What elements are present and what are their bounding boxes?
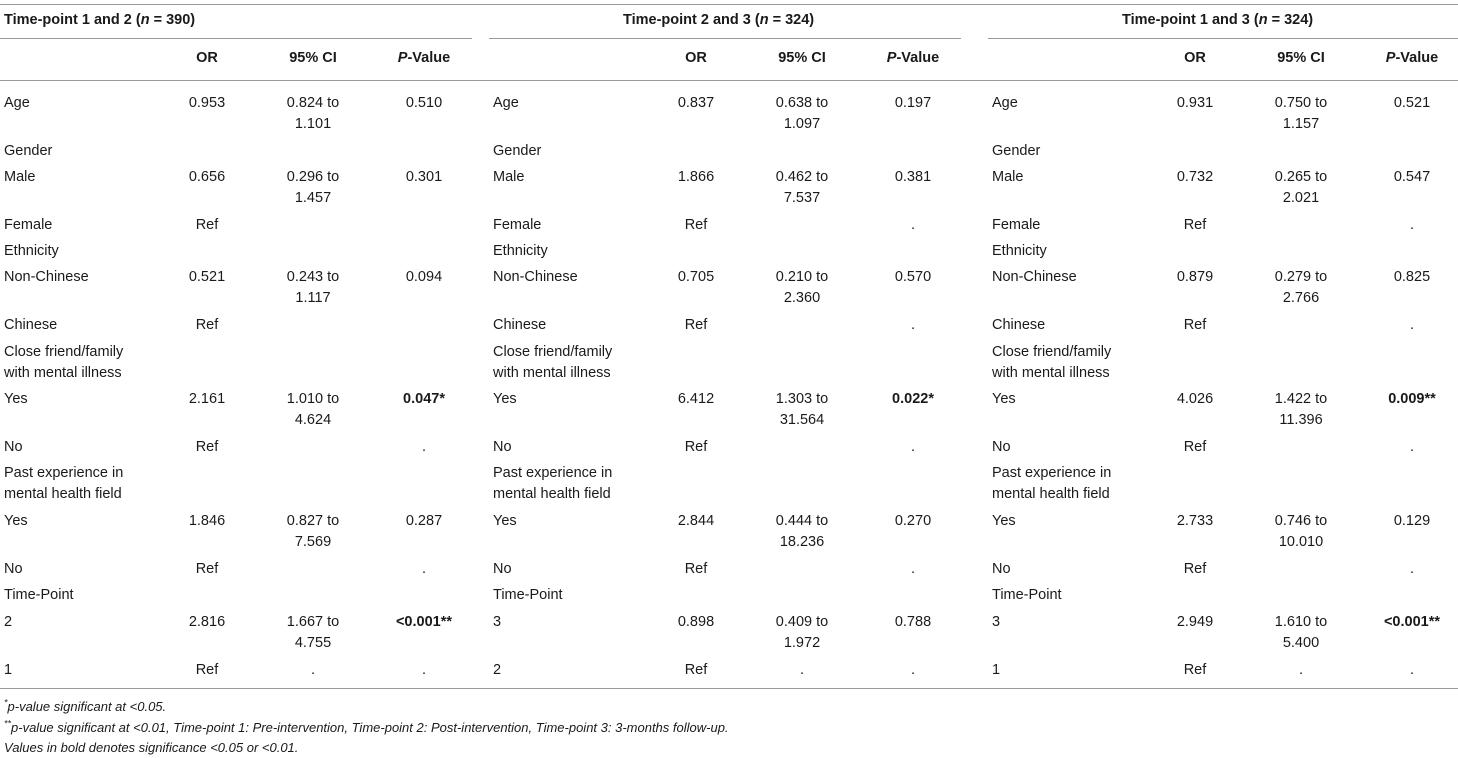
- ci-range-upper: 10.010: [1278, 534, 1324, 550]
- p-value: 0.547: [1393, 169, 1431, 185]
- odds-ratio: Ref: [684, 439, 708, 455]
- odds-ratio: Ref: [1183, 561, 1207, 577]
- group-title-n: n: [759, 12, 769, 28]
- odds-ratio: Ref: [1183, 317, 1207, 333]
- ci-range: 0.746 to: [1274, 513, 1328, 529]
- p-rest: -Value: [407, 50, 451, 66]
- row-label: No: [4, 561, 23, 577]
- p-value: .: [910, 662, 916, 678]
- group-title-suffix: = 324): [768, 12, 815, 28]
- group-header-rule: [489, 38, 961, 39]
- row-label: Yes: [992, 513, 1016, 529]
- odds-ratio: 0.521: [188, 269, 226, 285]
- column-header-ci: 95% CI: [289, 50, 337, 66]
- odds-ratio: 0.898: [677, 614, 715, 630]
- ci-range: 1.422 to: [1274, 391, 1328, 407]
- p-value: 0.287: [405, 513, 443, 529]
- p-value: 0.197: [894, 95, 932, 111]
- footnote-text: Values in bold denotes significance <0.05 or <0.01.: [4, 740, 299, 755]
- odds-ratio: 2.816: [188, 614, 226, 630]
- odds-ratio: 0.931: [1176, 95, 1214, 111]
- ci-range-upper: 4.755: [294, 635, 332, 651]
- p-value: <0.001**: [1383, 614, 1441, 630]
- group-title: [623, 10, 814, 31]
- ci-range-upper: 1.157: [1282, 116, 1320, 132]
- ci-range: 0.462 to: [775, 169, 829, 185]
- odds-ratio: Ref: [684, 217, 708, 233]
- row-label-line2: with mental illness: [4, 365, 122, 381]
- odds-ratio: 0.656: [188, 169, 226, 185]
- group-title: [1122, 10, 1313, 31]
- p-value: 0.570: [894, 269, 932, 285]
- p-value: .: [910, 317, 916, 333]
- column-header-p-value: [863, 48, 963, 69]
- p-value: 0.270: [894, 513, 932, 529]
- row-label: Past experience in: [992, 465, 1112, 481]
- ci-range-upper: 18.236: [779, 534, 825, 550]
- ci-range-upper: 7.569: [294, 534, 332, 550]
- ci-range: 0.265 to: [1274, 169, 1328, 185]
- row-label-line2: mental health field: [493, 486, 611, 502]
- ci-range: 0.824 to: [286, 95, 340, 111]
- row-label-line2: mental health field: [992, 486, 1110, 502]
- p-value: <0.001**: [395, 614, 453, 630]
- p-value: 0.301: [405, 169, 443, 185]
- row-label: 3: [992, 614, 1001, 630]
- ci-range: .: [799, 662, 805, 678]
- ci-range-upper: 4.624: [294, 412, 332, 428]
- group-title-n: n: [1258, 12, 1268, 28]
- table-bottom-rule: [0, 688, 1458, 689]
- column-header-ci: 95% CI: [778, 50, 826, 66]
- group-header-rule: [988, 38, 1458, 39]
- odds-ratio: Ref: [684, 317, 708, 333]
- group-title-suffix: = 390): [149, 12, 196, 28]
- row-label: Age: [4, 95, 30, 111]
- p-value: 0.510: [405, 95, 443, 111]
- group-title-suffix: = 324): [1267, 12, 1314, 28]
- footnote-mark: **: [4, 718, 12, 729]
- row-label: Male: [4, 169, 36, 185]
- column-header-or: OR: [196, 50, 218, 66]
- row-label: Gender: [493, 143, 542, 159]
- p-italic: P: [886, 50, 897, 66]
- ci-range: 0.827 to: [286, 513, 340, 529]
- ci-range: .: [310, 662, 316, 678]
- ci-range: 0.296 to: [286, 169, 340, 185]
- p-value: .: [1409, 217, 1415, 233]
- row-label: Close friend/family: [992, 344, 1112, 360]
- row-label: No: [4, 439, 23, 455]
- header-bottom-rule: [0, 80, 1458, 81]
- table-top-rule: [0, 4, 1458, 5]
- column-header-ci: 95% CI: [1277, 50, 1325, 66]
- ci-range: .: [1298, 662, 1304, 678]
- row-label: Chinese: [493, 317, 547, 333]
- ci-range-upper: 31.564: [779, 412, 825, 428]
- p-rest: -Value: [1395, 50, 1439, 66]
- odds-ratio: 2.733: [1176, 513, 1214, 529]
- row-label-line2: mental health field: [4, 486, 122, 502]
- row-label: Female: [493, 217, 542, 233]
- ci-range-upper: 1.097: [783, 116, 821, 132]
- row-label: Time-Point: [992, 587, 1062, 603]
- row-label: No: [992, 439, 1011, 455]
- row-label: Yes: [4, 391, 28, 407]
- odds-ratio: 0.879: [1176, 269, 1214, 285]
- p-value: .: [1409, 662, 1415, 678]
- row-label: Yes: [992, 391, 1016, 407]
- row-label: Yes: [493, 391, 517, 407]
- row-label: Time-Point: [493, 587, 563, 603]
- odds-ratio: 2.161: [188, 391, 226, 407]
- ci-range: 0.409 to: [775, 614, 829, 630]
- p-value: .: [421, 561, 427, 577]
- row-label: Close friend/family: [4, 344, 124, 360]
- odds-ratio: Ref: [684, 561, 708, 577]
- odds-ratio: 6.412: [677, 391, 715, 407]
- ci-range-upper: 2.360: [783, 290, 821, 306]
- odds-ratio: Ref: [195, 317, 219, 333]
- group-title-prefix: Time-point 1 and 3 (: [1122, 12, 1259, 28]
- ci-range: 0.750 to: [1274, 95, 1328, 111]
- odds-ratio: Ref: [684, 662, 708, 678]
- p-value: 0.129: [1393, 513, 1431, 529]
- odds-ratio: Ref: [195, 662, 219, 678]
- row-label: Chinese: [4, 317, 58, 333]
- row-label: 1: [992, 662, 1001, 678]
- p-value: 0.009**: [1388, 391, 1436, 407]
- row-label-line2: with mental illness: [992, 365, 1110, 381]
- p-value: 0.047*: [403, 391, 445, 407]
- odds-ratio: 1.846: [188, 513, 226, 529]
- group-title-prefix: Time-point 2 and 3 (: [623, 12, 760, 28]
- p-value: .: [1409, 561, 1415, 577]
- column-header-p-value: [374, 48, 474, 69]
- ci-range-upper: 2.021: [1282, 190, 1320, 206]
- p-value: 0.521: [1393, 95, 1431, 111]
- footnote-text: p-value significant at <0.05.: [7, 699, 167, 714]
- odds-ratio: Ref: [1183, 439, 1207, 455]
- odds-ratio: 4.026: [1176, 391, 1214, 407]
- p-rest: -Value: [896, 50, 940, 66]
- odds-ratio: Ref: [195, 217, 219, 233]
- ci-range: 1.303 to: [775, 391, 829, 407]
- odds-ratio: 2.949: [1176, 614, 1214, 630]
- odds-ratio: Ref: [195, 561, 219, 577]
- footnote-text: p-value significant at <0.01, Time-point 1: Pre-intervention, Time-point 2: Post-intervention, Time-point 3: 3-months follow-up.: [11, 720, 729, 735]
- odds-ratio: 2.844: [677, 513, 715, 529]
- odds-ratio: Ref: [1183, 217, 1207, 233]
- p-value: .: [910, 439, 916, 455]
- row-label: Ethnicity: [493, 243, 548, 259]
- ci-range-upper: 7.537: [783, 190, 821, 206]
- footnote-3: [4, 739, 298, 757]
- row-label-line2: with mental illness: [493, 365, 611, 381]
- p-value: 0.788: [894, 614, 932, 630]
- row-label: 3: [493, 614, 502, 630]
- row-label: Gender: [4, 143, 53, 159]
- ci-range-upper: 5.400: [1282, 635, 1320, 651]
- row-label: Non-Chinese: [4, 269, 89, 285]
- row-label: No: [493, 561, 512, 577]
- row-label: No: [493, 439, 512, 455]
- group-title-n: n: [140, 12, 150, 28]
- odds-ratio: Ref: [1183, 662, 1207, 678]
- row-label: Ethnicity: [4, 243, 59, 259]
- group-title-prefix: Time-point 1 and 2 (: [4, 12, 141, 28]
- row-label: Gender: [992, 143, 1041, 159]
- odds-ratio: 0.705: [677, 269, 715, 285]
- ci-range-upper: 11.396: [1279, 412, 1323, 428]
- column-header-or: OR: [685, 50, 707, 66]
- p-value: 0.022*: [892, 391, 934, 407]
- p-value: .: [910, 561, 916, 577]
- footnote-2: [4, 719, 729, 737]
- ci-range: 0.279 to: [1274, 269, 1328, 285]
- p-value: 0.094: [405, 269, 443, 285]
- row-label: Time-Point: [4, 587, 74, 603]
- odds-ratio: 1.866: [677, 169, 715, 185]
- odds-ratio: 0.837: [677, 95, 715, 111]
- column-header-or: OR: [1184, 50, 1206, 66]
- ci-range: 0.444 to: [775, 513, 829, 529]
- group-header-rule: [0, 38, 472, 39]
- ci-range: 1.010 to: [286, 391, 340, 407]
- footnote-1: [4, 698, 166, 716]
- ci-range: 1.667 to: [286, 614, 340, 630]
- ci-range: 0.210 to: [775, 269, 829, 285]
- p-value: .: [421, 439, 427, 455]
- ci-range-upper: 1.457: [294, 190, 332, 206]
- p-value: .: [910, 217, 916, 233]
- ci-range: 0.638 to: [775, 95, 829, 111]
- ci-range-upper: 2.766: [1282, 290, 1320, 306]
- row-label: Ethnicity: [992, 243, 1047, 259]
- row-label: Past experience in: [4, 465, 124, 481]
- ci-range-upper: 1.101: [294, 116, 332, 132]
- row-label: Age: [493, 95, 519, 111]
- row-label: Non-Chinese: [992, 269, 1077, 285]
- odds-ratio: 0.732: [1176, 169, 1214, 185]
- p-value: .: [1409, 439, 1415, 455]
- p-value: 0.825: [1393, 269, 1431, 285]
- row-label: Yes: [493, 513, 517, 529]
- odds-ratio: 0.953: [188, 95, 226, 111]
- row-label: Yes: [4, 513, 28, 529]
- row-label: Past experience in: [493, 465, 613, 481]
- row-label: Chinese: [992, 317, 1046, 333]
- p-value: 0.381: [894, 169, 932, 185]
- row-label: Female: [992, 217, 1041, 233]
- ci-range: 1.610 to: [1274, 614, 1328, 630]
- ci-range-upper: 1.117: [295, 290, 331, 306]
- p-italic: P: [1385, 50, 1396, 66]
- row-label: Non-Chinese: [493, 269, 578, 285]
- row-label: Close friend/family: [493, 344, 613, 360]
- row-label: Female: [4, 217, 53, 233]
- p-italic: P: [397, 50, 408, 66]
- row-label: No: [992, 561, 1011, 577]
- odds-ratio: Ref: [195, 439, 219, 455]
- row-label: Male: [992, 169, 1024, 185]
- row-label: Age: [992, 95, 1018, 111]
- p-value: .: [1409, 317, 1415, 333]
- footnote-mark: *: [4, 697, 8, 708]
- p-value: .: [421, 662, 427, 678]
- row-label: 2: [4, 614, 13, 630]
- ci-range: 0.243 to: [286, 269, 340, 285]
- group-title: [4, 10, 195, 31]
- row-label: Male: [493, 169, 525, 185]
- row-label: 2: [493, 662, 502, 678]
- ci-range-upper: 1.972: [783, 635, 821, 651]
- column-header-p-value: [1362, 48, 1458, 69]
- row-label: 1: [4, 662, 13, 678]
